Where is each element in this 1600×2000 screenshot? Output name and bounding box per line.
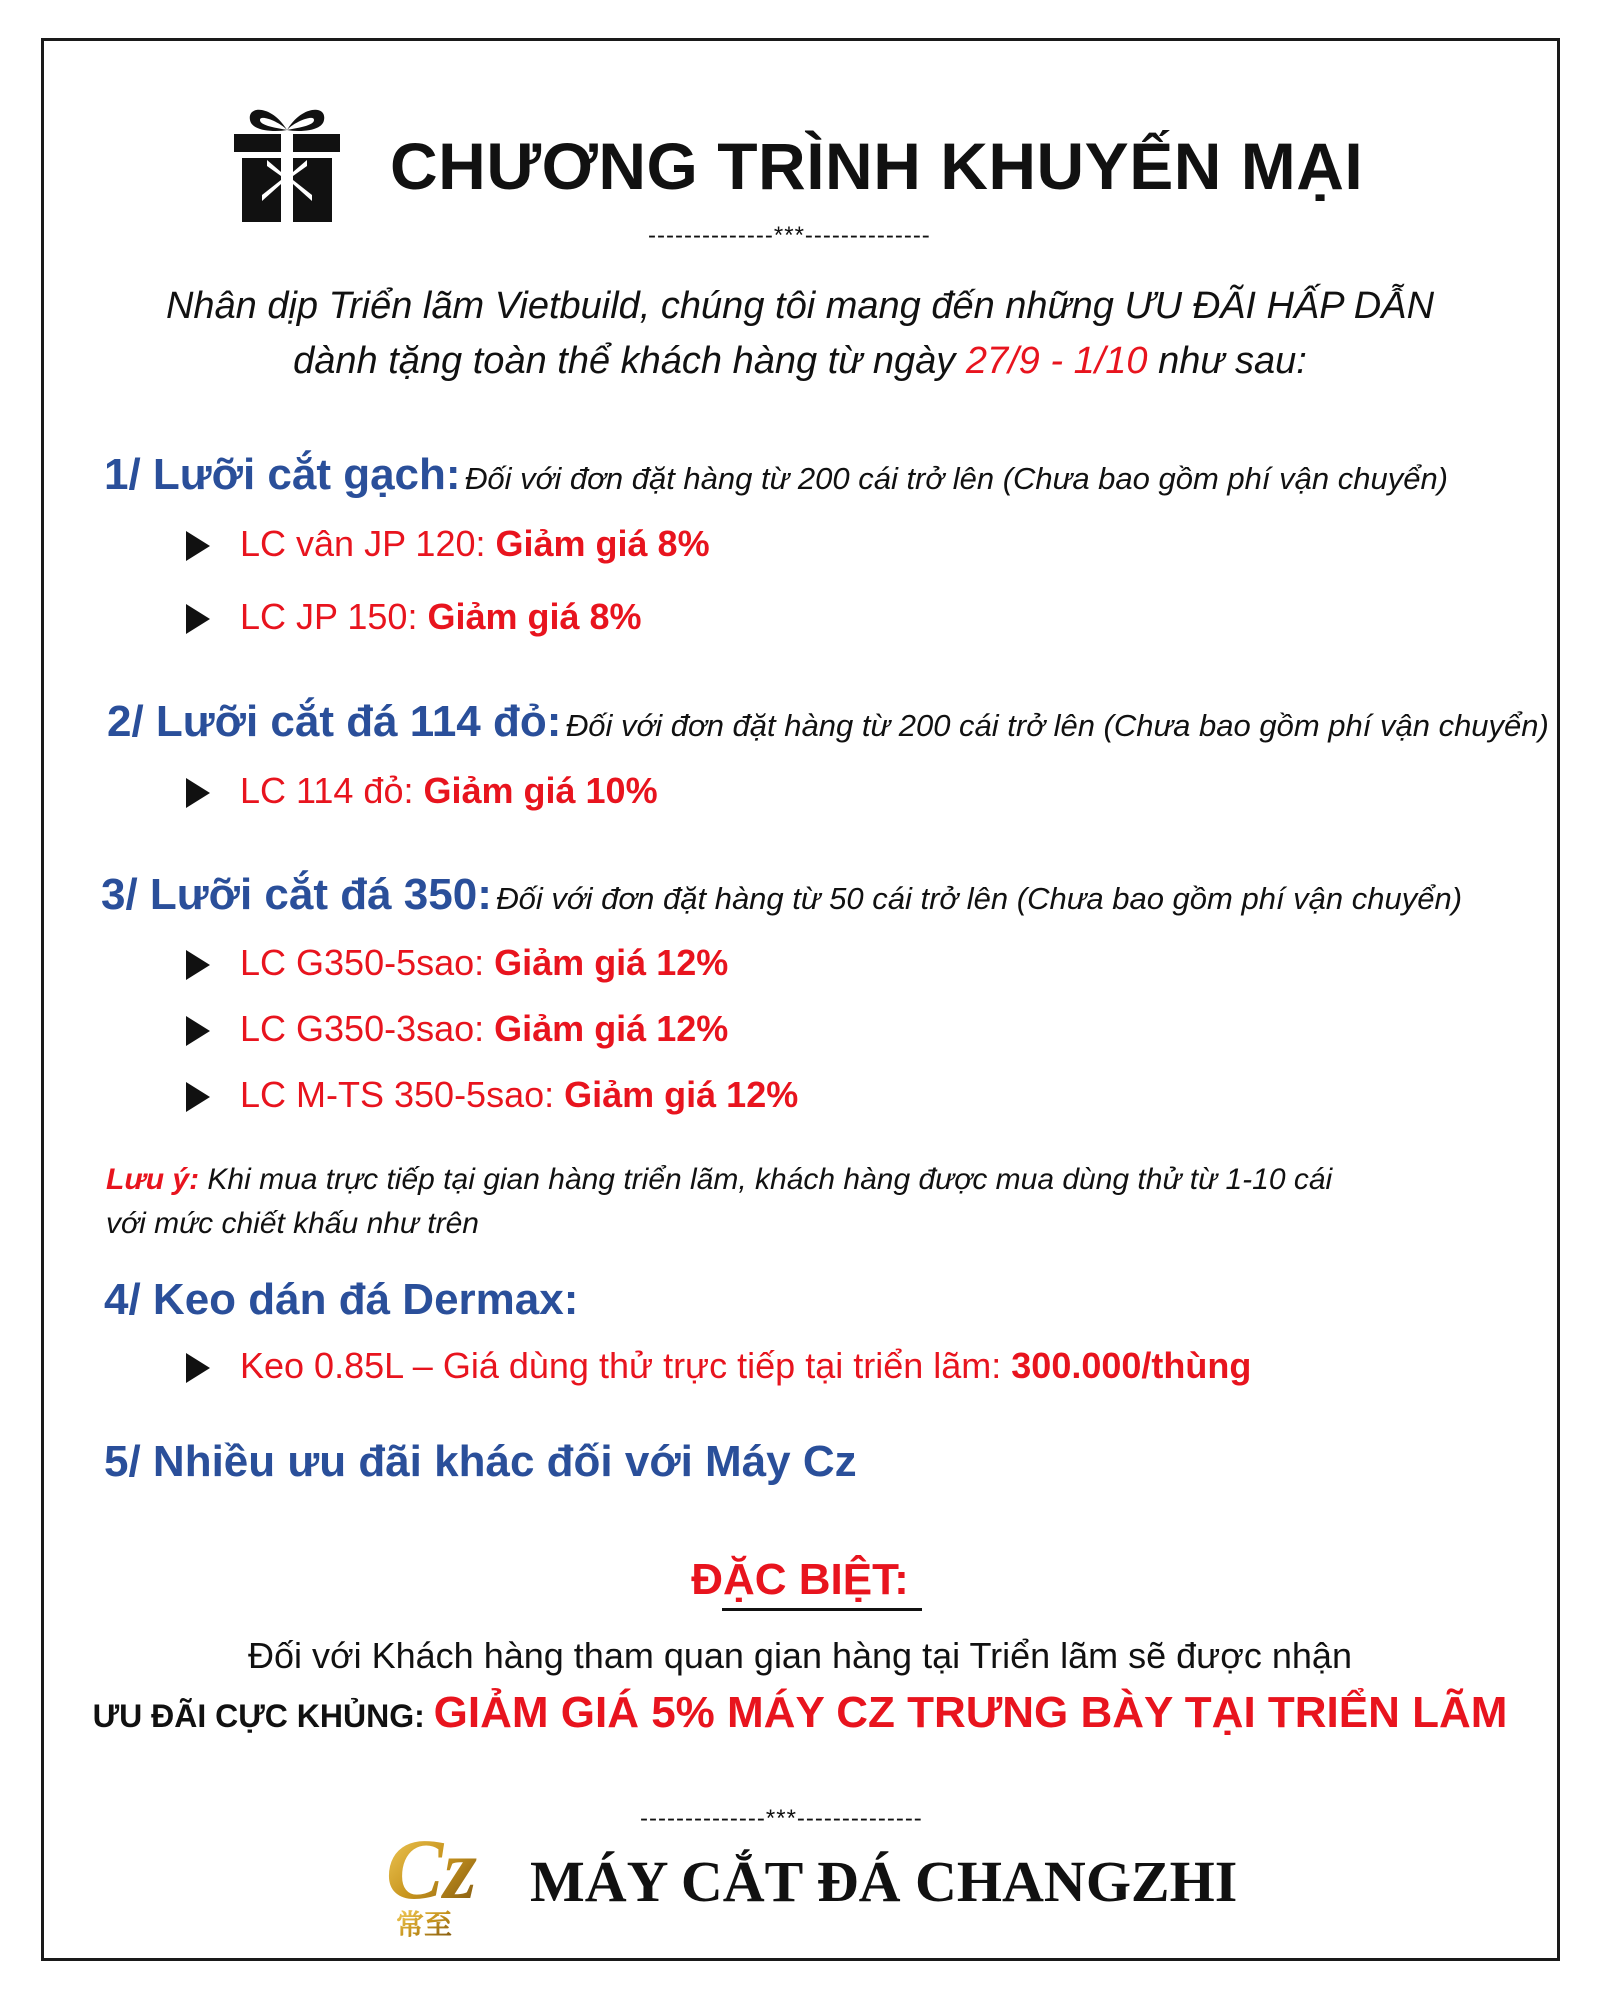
section-5-header [104, 1437, 857, 1487]
section-1-item-1 [186, 523, 710, 565]
item-name: LC JP 150: [240, 596, 428, 637]
triangle-bullet-icon [186, 531, 210, 561]
triangle-bullet-icon [186, 778, 210, 808]
section-4-heading: 4/ Keo dán đá Dermax: [104, 1275, 579, 1324]
section-2-condition: Đối với đơn đặt hàng từ 200 cái trở lên (Chưa bao gồm phí vận chuyển) [565, 708, 1549, 743]
triangle-bullet-icon [186, 1016, 210, 1046]
section-3-header [101, 870, 1462, 920]
item-offer: Giảm giá 8% [495, 523, 710, 564]
note [106, 1158, 1332, 1246]
logo-text: Cz [386, 1821, 477, 1917]
note-label: Lưu ý: [106, 1163, 200, 1196]
section-1-header [104, 450, 1448, 500]
special-line-1: Đối với Khách hàng tham quan gian hàng tại Triển lãm sẽ được nhận [248, 1635, 1352, 1676]
note-line-1: Khi mua trực tiếp tại gian hàng triển lãm, khách hàng được mua dùng thử từ 1-10 cái [199, 1163, 1333, 1196]
cz-logo-icon [384, 1818, 484, 1938]
page-title: CHƯƠNG TRÌNH KHUYẾN MẠI [390, 129, 1364, 203]
item-offer: 300.000/thùng [1011, 1345, 1252, 1386]
section-3-item-1 [186, 942, 728, 984]
footer-divider: --------------***-------------- [640, 1805, 923, 1832]
section-3-condition: Đối với đơn đặt hàng từ 50 cái trở lên (Chưa bao gồm phí vận chuyển) [496, 881, 1463, 916]
section-2-header [107, 697, 1549, 747]
item-offer: Giảm giá 12% [564, 1074, 799, 1115]
logo-chinese: 常至 [396, 1908, 453, 1938]
section-1-item-2 [186, 596, 642, 638]
section-3-item-3 [186, 1074, 798, 1116]
item-offer: Giảm giá 12% [494, 1008, 729, 1049]
section-3-item-2 [186, 1008, 728, 1050]
special-label: ƯU ĐÃI CỰC KHỦNG: [92, 1698, 434, 1734]
item-name: Keo 0.85L – Giá dùng thử trực tiếp tại triển lãm: [240, 1345, 1012, 1386]
note-line-2: với mức chiết khấu như trên [106, 1207, 479, 1240]
item-name: LC G350-3sao: [240, 1008, 495, 1049]
special-title-underline [722, 1608, 922, 1611]
section-2-item-1 [186, 770, 658, 812]
header-divider: --------------***-------------- [648, 222, 931, 249]
triangle-bullet-icon [186, 1353, 210, 1383]
special-title: ĐẶC BIỆT: [691, 1555, 909, 1604]
intro-line-2-after: như sau: [1147, 340, 1307, 382]
section-4-header [104, 1275, 578, 1325]
section-4-item-1 [186, 1345, 1251, 1387]
item-name: LC M-TS 350-5sao: [240, 1074, 565, 1115]
intro-line-1: Nhân dịp Triển lãm Vietbuild, chúng tôi mang đến những ƯU ĐÃI HẤP DẪN [165, 285, 1435, 327]
section-5-heading: 5/ Nhiều ưu đãi khác đối với Máy Cz [104, 1437, 857, 1486]
gift-icon [232, 100, 342, 225]
section-3-heading: 3/ Lưỡi cắt đá 350: [101, 870, 492, 919]
triangle-bullet-icon [186, 950, 210, 980]
item-name: LC G350-5sao: [240, 942, 495, 983]
special-offer: GIẢM GIÁ 5% MÁY CZ TRƯNG BÀY TẠI TRIỂN LÃM [433, 1688, 1508, 1737]
section-1-heading: 1/ Lưỡi cắt gạch: [104, 450, 461, 499]
intro-line-2 [0, 340, 1600, 383]
special-offer-line [0, 1688, 1600, 1738]
intro-line-2-before: dành tặng toàn thể khách hàng từ ngày [293, 340, 966, 382]
section-2-heading: 2/ Lưỡi cắt đá 114 đỏ: [107, 697, 562, 746]
brand-name: MÁY CẮT ĐÁ CHANGZHI [530, 1849, 1238, 1914]
item-offer: Giảm giá 10% [423, 770, 658, 811]
intro-date-range: 27/9 - 1/10 [965, 340, 1148, 382]
item-name: LC 114 đỏ: [240, 770, 424, 811]
triangle-bullet-icon [186, 1082, 210, 1112]
item-offer: Giảm giá 8% [427, 596, 642, 637]
triangle-bullet-icon [186, 604, 210, 634]
item-name: LC vân JP 120: [240, 523, 496, 564]
item-offer: Giảm giá 12% [494, 942, 729, 983]
section-1-condition: Đối với đơn đặt hàng từ 200 cái trở lên (Chưa bao gồm phí vận chuyển) [465, 461, 1449, 496]
